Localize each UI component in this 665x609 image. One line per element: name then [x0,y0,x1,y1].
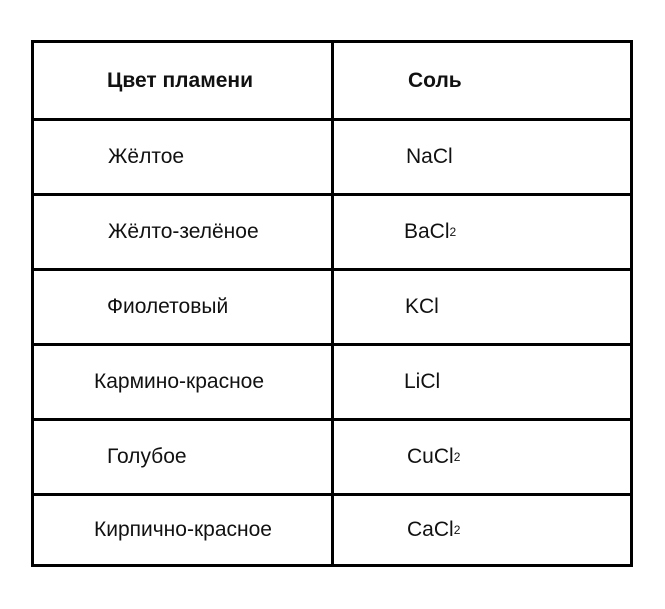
table-row [34,343,630,418]
header-flame-color: Цвет пламени [107,68,254,92]
header-salt: Соль [408,68,462,92]
table-row [34,193,630,268]
salt-cell [404,346,440,418]
flame-color-cell: Жёлтое [108,145,185,168]
salt-subscript: 2 [449,225,457,239]
flame-color-table [31,40,633,567]
table-header-row [34,43,630,118]
flame-color-cell: Кармино-красное [94,370,265,393]
salt-cell [405,271,439,343]
table-row [34,418,630,493]
salt-formula: CaCl [407,518,454,541]
salt-formula: BaCl [404,220,450,243]
salt-cell [407,496,460,564]
salt-cell [407,421,460,493]
table-row [34,118,630,193]
table-row [34,493,630,564]
flame-color-cell: Кирпично-красное [94,518,272,541]
salt-formula: CuCl [407,445,454,468]
flame-color-cell: Голубое [107,445,187,468]
salt-subscript: 2 [453,450,461,464]
flame-color-cell: Фиолетовый [107,295,229,318]
table-row [34,268,630,343]
salt-formula: KCl [405,295,439,318]
salt-subscript: 2 [453,523,461,537]
salt-formula: NaCl [406,145,453,168]
salt-cell [406,121,453,193]
flame-color-cell: Жёлто-зелёное [108,220,259,243]
salt-formula: LiCl [404,370,441,393]
salt-cell [404,196,456,268]
